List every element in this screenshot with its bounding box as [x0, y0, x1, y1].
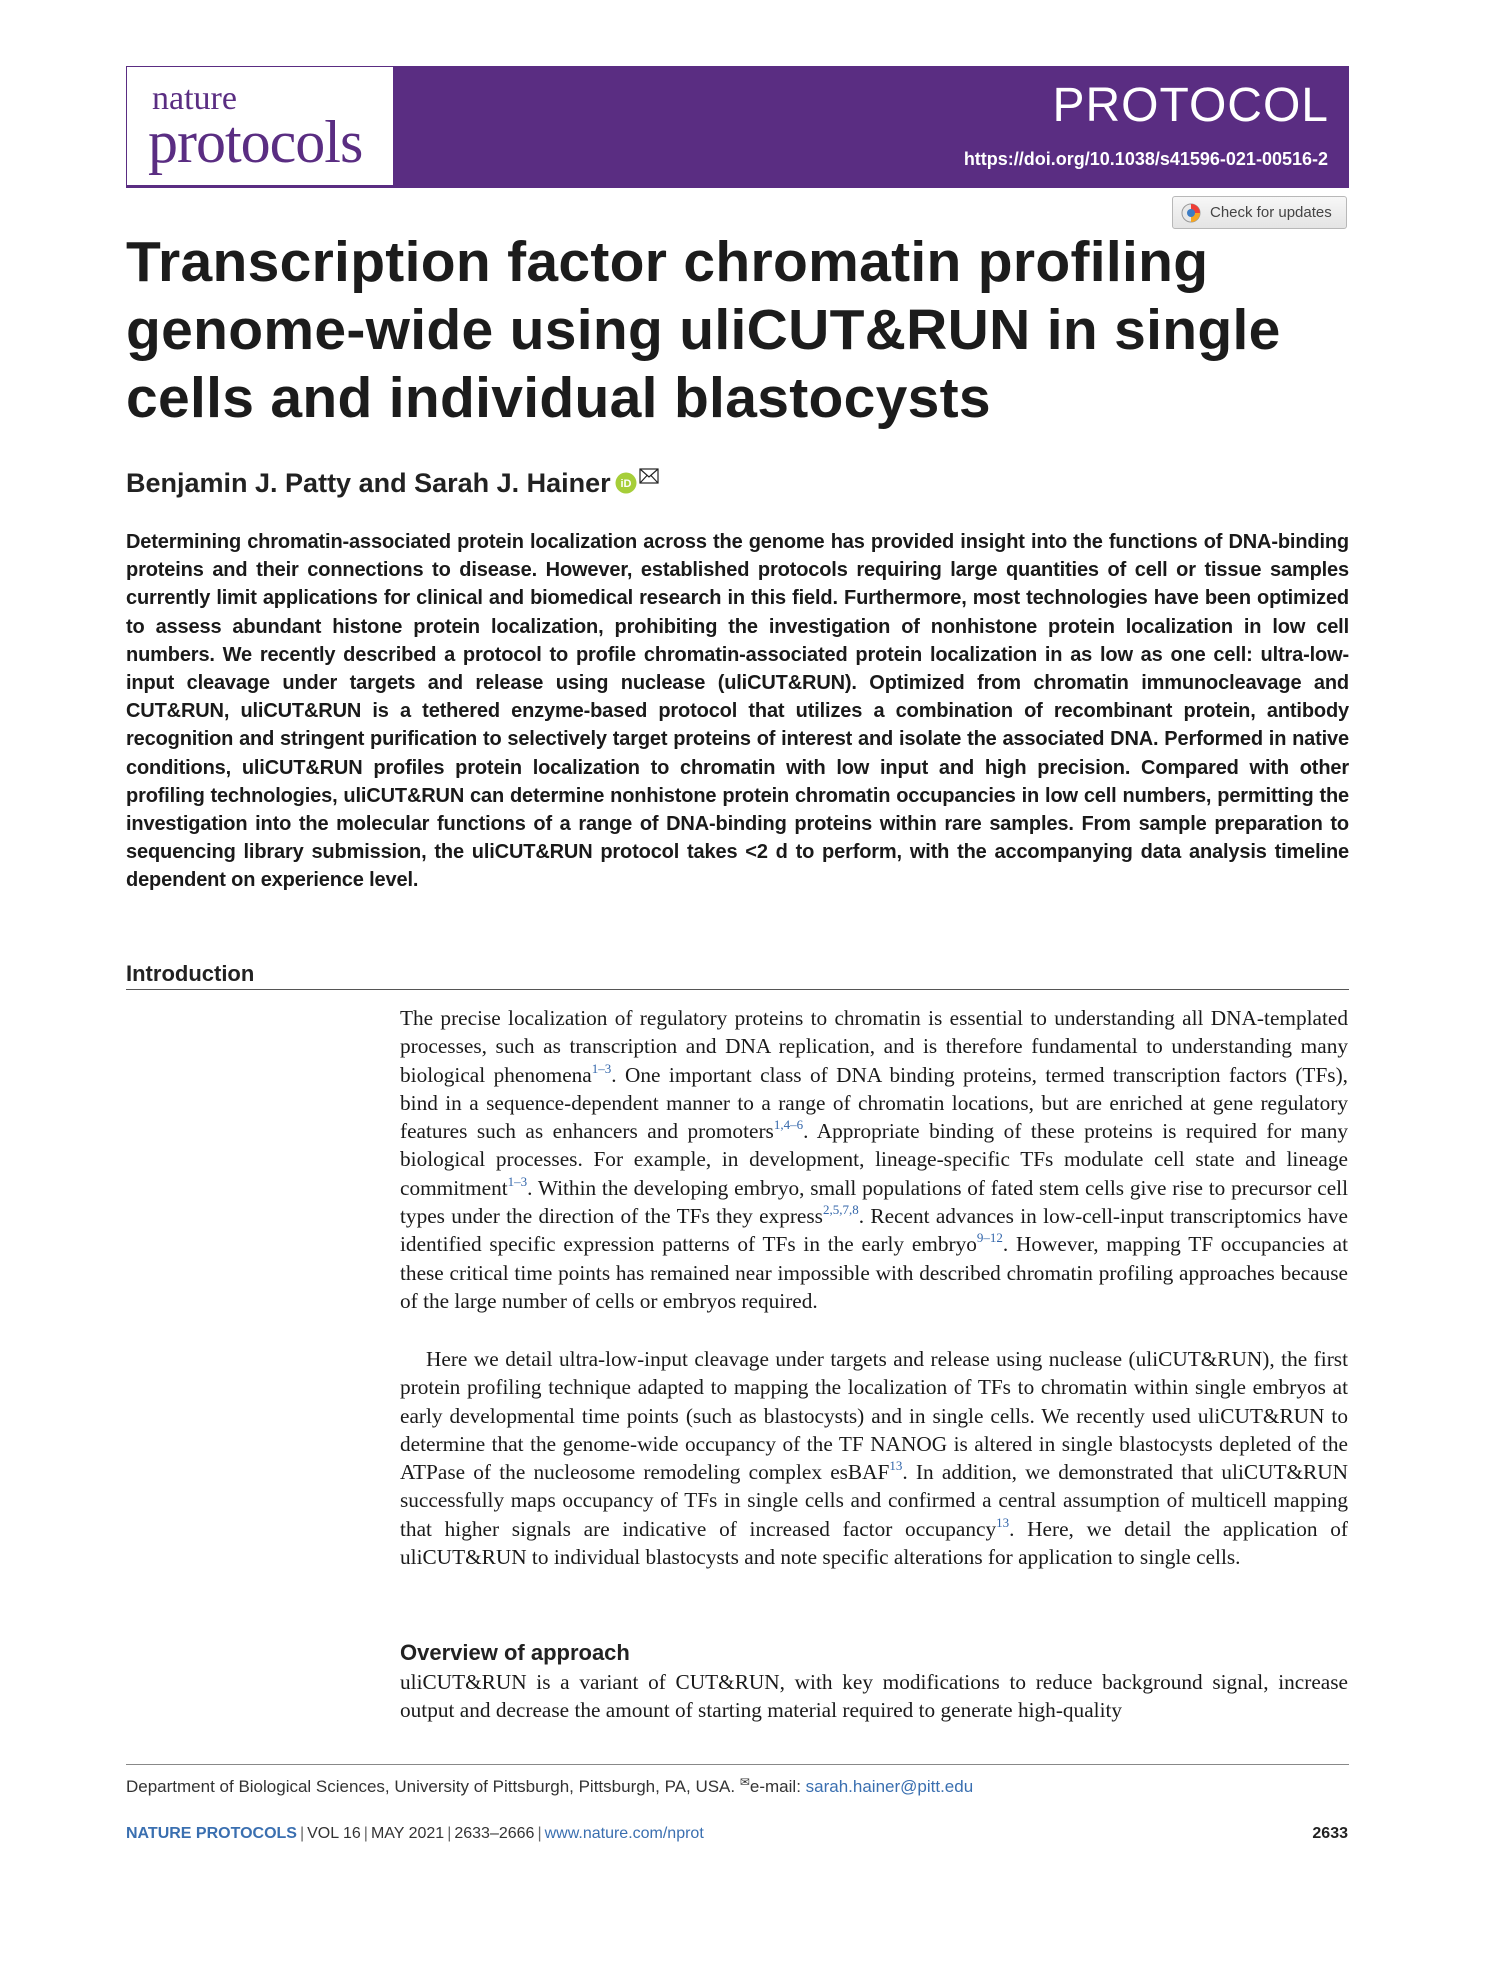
logo-protocols-text: protocols [148, 109, 363, 175]
svg-text:iD: iD [620, 478, 632, 490]
email-envelope-icon[interactable] [639, 468, 659, 484]
journal-url-link[interactable]: www.nature.com/nprot [544, 1825, 704, 1842]
section-heading-introduction: Introduction [126, 961, 255, 986]
envelope-icon: ✉ [739, 1775, 750, 1789]
text-run: . Within the developing embryo, small populations of fated stem cells give rise to precursor cell types under the direction of the TFs they express [400, 1175, 1348, 1229]
citation-link[interactable]: 1–3 [591, 1060, 612, 1076]
doi-link[interactable]: https://doi.org/10.1038/s41596-021-00516-2 [963, 149, 1328, 169]
volume: VOL 16 [307, 1825, 361, 1842]
orcid-icon[interactable] [615, 472, 637, 494]
text-run: . However, mapping TF occupancies at these critical time points has remained near impossible with described chromatin profiling approaches because of the large number of cells or embryos required. [400, 1232, 1348, 1313]
check-for-updates-label: Check for updates [1210, 204, 1332, 221]
check-for-updates-button[interactable] [1172, 196, 1347, 229]
separator: | [299, 1825, 305, 1842]
overview-paragraph: uliCUT&RUN is a variant of CUT&RUN, with key modifications to reduce background signal, increase output and decrease the amount of starting material required to generate high-quality [400, 1670, 1348, 1723]
citation-link[interactable]: 1,4–6 [773, 1117, 804, 1133]
text-run: . Appropriate binding of these proteins is required for many biological processes. For example, in development, lineage-specific TFs modulate cell state and lineage commitment [400, 1119, 1348, 1200]
crossmark-icon [1181, 203, 1201, 223]
footer-divider [126, 1764, 1349, 1765]
logo-nature-text: nature [152, 80, 237, 117]
author-names: Benjamin J. Patty and Sarah J. Hainer [126, 468, 611, 498]
separator: | [537, 1825, 542, 1842]
citation-link[interactable]: 13 [996, 1514, 1010, 1530]
page-number: 2633 [1312, 1825, 1348, 1842]
article-type-label: PROTOCOL [1052, 79, 1329, 132]
journal-name: NATURE PROTOCOLS [126, 1825, 297, 1842]
text-run: . Recent advances in low-cell-input transcriptomics have identified specific expression patterns of TFs in the early embryo [400, 1204, 1348, 1257]
text-run: . One important class of DNA binding proteins, termed transcription factors (TFs), bind in a sequence-dependent manner to a range of chromatin locations, but are enriched at gene regulatory features such as enhancers and promoters [400, 1062, 1348, 1144]
text-run: Here we detail ultra-low-input cleavage under targets and release using nuclease (uliCUT&RUN), the first protein profiling technique adapted to mapping the localization of TFs to chromatin within single embryos at early developmental time points (such as blastocysts) and in single cells. We recently used uliCUT&RUN to determine that the genome-wide occupancy of the TF NANOG is altered in single blastocysts depleted of the ATPase of the nucleosome remodeling complex esBAF [400, 1347, 1348, 1485]
email-label: e-mail: [749, 1777, 806, 1796]
issue-date: MAY 2021 [370, 1825, 445, 1842]
citation-link[interactable]: 9–12 [976, 1230, 1003, 1246]
intro-paragraph-2 [400, 1345, 1348, 1571]
affiliation-note [126, 1770, 973, 1799]
affiliation-text: Department of Biological Sciences, University of Pittsburgh, Pittsburgh, PA, USA. [126, 1777, 740, 1796]
article-title: Transcription factor chromatin profiling genome-wide using uliCUT&RUN in single cells and individual blastocysts [126, 230, 1281, 430]
separator: | [447, 1825, 452, 1842]
citation-link[interactable]: 1–3 [507, 1173, 528, 1189]
intro-paragraph-1 [400, 1004, 1348, 1315]
citation-link[interactable]: 13 [889, 1458, 903, 1474]
email-link[interactable]: sarah.hainer@pitt.edu [805, 1777, 974, 1796]
separator: | [363, 1825, 368, 1842]
author-line [126, 466, 659, 500]
citation-link[interactable]: 2,5,7,8 [822, 1202, 859, 1218]
subsection-heading-overview: Overview of approach [400, 1640, 630, 1665]
text-run: . Here, we detail the application of uliCUT&RUN to individual blastocysts and note specific alterations for application to single cells. [400, 1516, 1348, 1570]
section-divider [126, 989, 1349, 990]
page-range: 2633–2666 [454, 1825, 535, 1842]
text-run: . In addition, we demonstrated that uliCUT&RUN successfully maps occupancy of TFs in single cells and confirmed a central assumption of multicell mapping that higher signals are indicative of increased factor occupancy [400, 1460, 1348, 1541]
abstract: Determining chromatin-associated protein localization across the genome has provided insight into the functions of DNA-binding proteins and their connections to disease. However, established protocols requiring large quantities of cell or tissue samples currently limit applications for clinical and biomedical research in this field. Furthermore, most technologies have been optimized to assess abundant histone protein localization, prohibiting the investigation of nonhistone protein localization in low cell numbers. We recently described a protocol to profile chromatin-associated protein localization in as low as one cell: ultra-low-input cleavage under targets and release using nuclease (uliCUT&RUN). Optimized from chromatin immunocleavage and CUT&RUN, uliCUT&RUN is a tethered enzyme-based protocol that utilizes a combination of recombinant protein, antibody recognition and stringent purification to selectively target proteins of interest and isolate the associated DNA. Performed in native conditions, uliCUT&RUN profiles protein localization to chromatin with low input and high precision. Compared with other profiling technologies, uliCUT&RUN can determine nonhistone protein chromatin occupancies in low cell numbers, permitting the investigation into the molecular functions of a range of DNA-binding proteins within rare samples. From sample preparation to sequencing library submission, the uliCUT&RUN protocol takes <2 d to perform, with the accompanying data analysis timeline dependent on experience level. [126, 531, 1349, 892]
journal-footer [126, 1824, 704, 1844]
text-run: The precise localization of regulatory proteins to chromatin is essential to understanding all DNA-templated processes, such as transcription and DNA replication, and is therefore fundamental to understanding many biological phenomena [400, 1006, 1348, 1087]
